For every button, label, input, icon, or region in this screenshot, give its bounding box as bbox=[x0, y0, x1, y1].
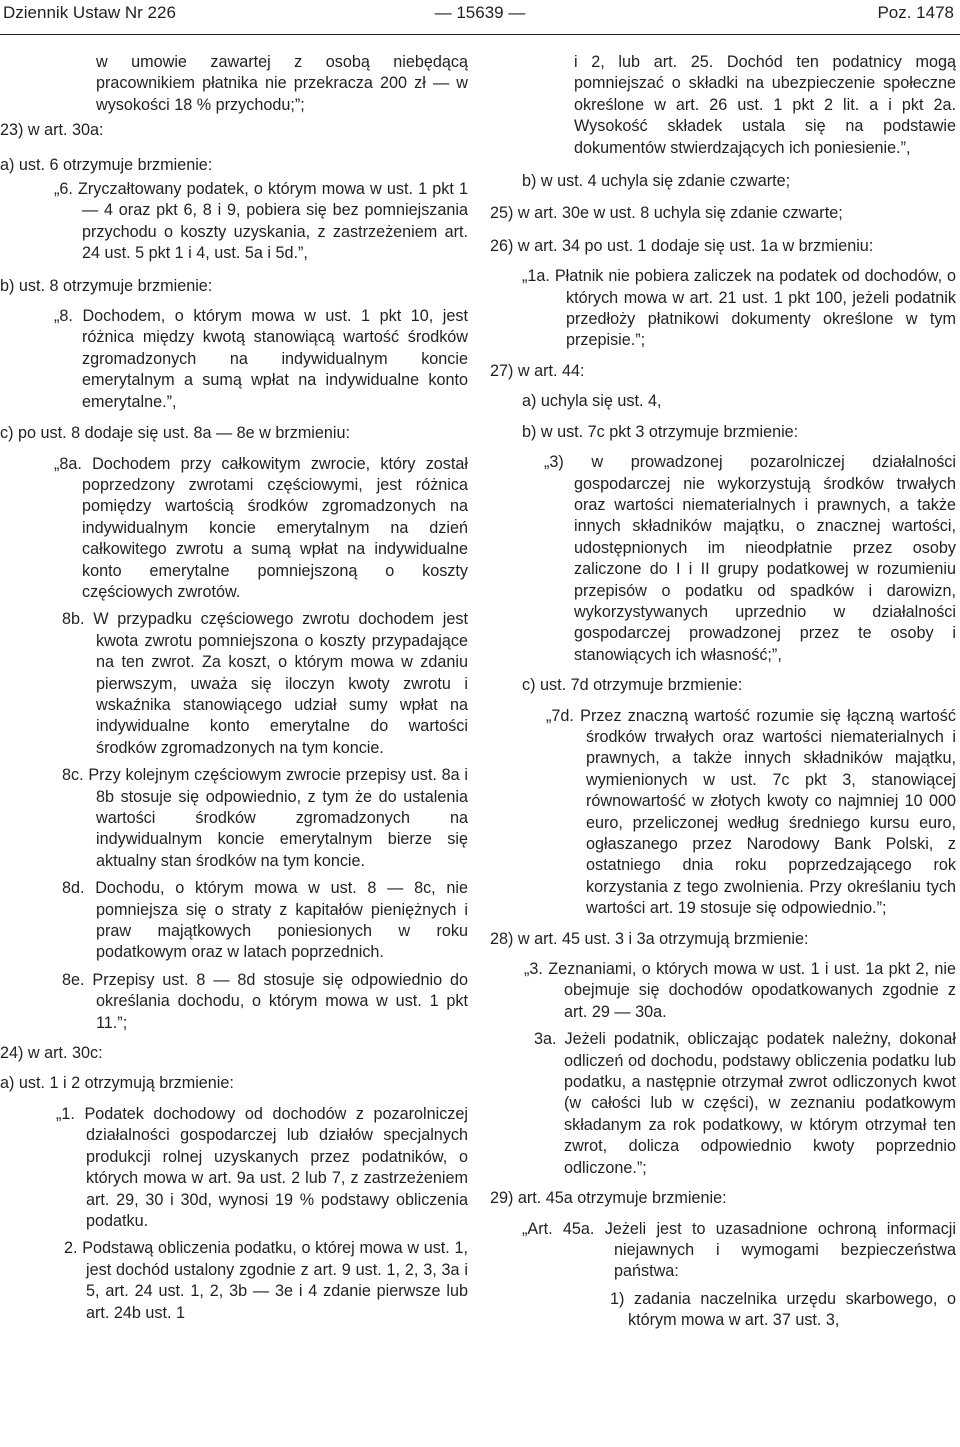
text-block: i 2, lub art. 25. Dochód ten podatnicy mogą pomniejszać o składki na ubezpieczenie społeczne określone w art. 26 ust. 1 pkt 2 lit. a i pkt 2a. Wysokość składek ustala się na podstawie dokumentów stwierdzających ich poniesienie.”, bbox=[574, 53, 956, 157]
item-heading: b) w ust. 4 uchyla się zdanie czwarte; bbox=[522, 172, 791, 191]
item-heading: 26) w art. 34 po ust. 1 dodaje się ust. 1a w brzmieniu: bbox=[490, 236, 874, 255]
text-block: „1a. Płatnik nie pobiera zaliczek na podatek od dochodów, o których mowa w art. 21 ust. 1 pkt 100, jeżeli podatnik przedłoży płatnikowi dokumenty określone w tym przepisie.”; bbox=[522, 267, 956, 350]
text-block: 8d. Dochodu, o którym mowa w ust. 8 — 8c, nie pomniejsza się o straty z kapitałów pieniężnych i praw majątkowych poniesionych w roku podatkowym oraz w latach poprzednich. bbox=[62, 879, 468, 962]
item-heading: 29) art. 45a otrzymuje brzmienie: bbox=[490, 1189, 727, 1208]
journal-title: Dziennik Ustaw Nr 226 bbox=[3, 3, 176, 22]
item-heading: a) uchyla się ust. 4, bbox=[522, 392, 662, 411]
text-block: „1. Podatek dochodowy od dochodów z pozarolniczej działalności gospodarczej lub działów specjalnych produkcji rolnej uzyskanych przez podatników, o których mowa w art. 9a ust. 2 lub 7, z zastrzeżeniem art. 29, 30 i 30d, wynosi 19 % podstawy obliczenia podatku. bbox=[56, 1104, 468, 1230]
text-block: 8b. W przypadku częściowego zwrotu dochodem jest kwota zwrotu pomniejszona o koszty przypadające na ten zwrot. Za koszt, o którym mowa w zdaniu pierwszym, uważa się iloczyn kwoty zwrotu i wskaźnika stanowiącego udział sumy wpłat na indywidualne konto emerytalne do wartości środków zgromadzonych na tym koncie. bbox=[62, 610, 468, 757]
text-block: „Art. 45a. Jeżeli jest to uzasadnione ochroną informacji niejawnych i wymogami bezpieczeństwa państwa: bbox=[522, 1219, 956, 1281]
page-header bbox=[0, 0, 960, 35]
left-column bbox=[0, 52, 472, 1324]
text-block: w umowie zawartej z osobą niebędącą pracownikiem płatnika nie przekracza 200 zł — w wysokości 18 % przychodu;”; bbox=[96, 53, 468, 114]
item-heading: 28) w art. 45 ust. 3 i 3a otrzymują brzmienie: bbox=[490, 929, 809, 948]
text-block: 1) zadania naczelnika urzędu skarbowego, o którym mowa w art. 37 ust. 3, bbox=[610, 1289, 956, 1330]
item-heading: a) ust. 1 i 2 otrzymują brzmienie: bbox=[0, 1074, 234, 1093]
item-heading: a) ust. 6 otrzymuje brzmienie: bbox=[0, 155, 213, 174]
page-number: — 15639 — bbox=[434, 3, 526, 22]
item-heading: 24) w art. 30c: bbox=[0, 1044, 103, 1063]
text-block: 2. Podstawą obliczenia podatku, o której mowa w ust. 1, jest dochód ustalony zgodnie z art. 9 ust. 1, 2, 3, 3a i 5, art. 24 ust. 1, 2, 3b — 3e i 4 zdanie pierwsze lub art. 24b ust. 1 bbox=[64, 1239, 468, 1322]
position-number: Poz. 1478 bbox=[877, 3, 954, 22]
item-heading: 25) w art. 30e w ust. 8 uchyla się zdanie czwarte; bbox=[490, 204, 843, 223]
text-block: 8c. Przy kolejnym częściowym zwrocie przepisy ust. 8a i 8b stosuje się odpowiednio, z tym że do ustalenia wartości środków zgromadzonych na indywidualnym koncie emerytalnym bierze się aktualny stan środków na tym koncie. bbox=[62, 766, 468, 870]
right-column bbox=[490, 52, 960, 1332]
text-block: „7d. Przez znaczną wartość rozumie się łączną wartość środków trwałych oraz wartości niematerialnych i prawnych, a także innych składników majątku, wymienionych w ust. 7c pkt 3, stanowiącej równowartość w złotych kwoty co najmniej 10 000 euro, przeliczonej według średniego kursu euro, ogłaszanego przez Narodowy Bank Polski, z ostatniego dnia roku poprzedzającego rok korzystania z tego zwolnienia. Przy określaniu tych wartości art. 19 stosuje się odpowiednio.”; bbox=[546, 706, 956, 918]
text-block: „6. Zryczałtowany podatek, o którym mowa w ust. 1 pkt 1 — 4 oraz pkt 6, 8 i 9, pobiera się bez pomniejszania przychodu o koszty uzyskania, z zastrzeżeniem art. 24 ust. 5 pkt 1 i 4, ust. 5a i 5d.”, bbox=[54, 180, 468, 263]
text-block: 3a. Jeżeli podatnik, obliczając podatek należny, dokonał odliczeń od dochodu, podstawy obliczenia podatku lub podatku, a następnie otrzymał zwrot odliczonych kwot (w całości lub w części), w zeznaniu podatkowym składanym za rok podatkowy, w którym otrzymał ten zwrot, dolicza odpowiednio kwoty poprzednio odliczone.”; bbox=[534, 1030, 956, 1177]
text-block: „3) w prowadzonej pozarolniczej działalności gospodarczej nie wykorzystują środków trwałych oraz wartości niematerialnych i prawnych, a także innych składników majątku, o znacznej wartości, udostępnionych im nieodpłatnie przez osoby zaliczone do I i II grupy podatkowej w rozumieniu przepisów o podatku od spadków i darowizn, wykorzystywanych uprzednio w działalności gospodarczej prowadzonej przez te osoby i stanowiących ich własność;”, bbox=[544, 453, 956, 664]
item-heading: b) ust. 8 otrzymuje brzmienie: bbox=[0, 276, 213, 295]
item-heading: 27) w art. 44: bbox=[490, 361, 585, 380]
text-block: 8e. Przepisy ust. 8 — 8d stosuje się odpowiednio do określania dochodu, o którym mowa w ust. 1 pkt 11.”; bbox=[62, 970, 468, 1032]
item-heading: c) ust. 7d otrzymuje brzmienie: bbox=[522, 676, 743, 695]
item-heading: b) w ust. 7c pkt 3 otrzymuje brzmienie: bbox=[522, 422, 799, 441]
text-block: „8. Dochodem, o którym mowa w ust. 1 pkt 10, jest różnica między kwotą stanowiącą wartość środków zgromadzonych na indywidualnym koncie emerytalnym a sumą wpłat na indywidualne konto emerytalne.”, bbox=[54, 307, 468, 411]
item-heading: c) po ust. 8 dodaje się ust. 8a — 8e w brzmieniu: bbox=[0, 424, 351, 443]
item-heading: 23) w art. 30a: bbox=[0, 121, 104, 140]
text-block: „8a. Dochodem przy całkowitym zwrocie, który został poprzedzony zwrotami częściowymi, jest różnica pomiędzy wartością środków zgromadzonych na indywidualnym koncie emerytalnym na dzień całkowitego zwrotu a sumą wpłat na indywidualne konto emerytalne pomniejszoną o koszty częściowych zwrotów. bbox=[54, 454, 468, 601]
text-block: „3. Zeznaniami, o których mowa w ust. 1 i ust. 1a pkt 2, nie obejmuje się dochodów opodatkowanych zgodnie z art. 29 — 30a. bbox=[524, 960, 956, 1021]
